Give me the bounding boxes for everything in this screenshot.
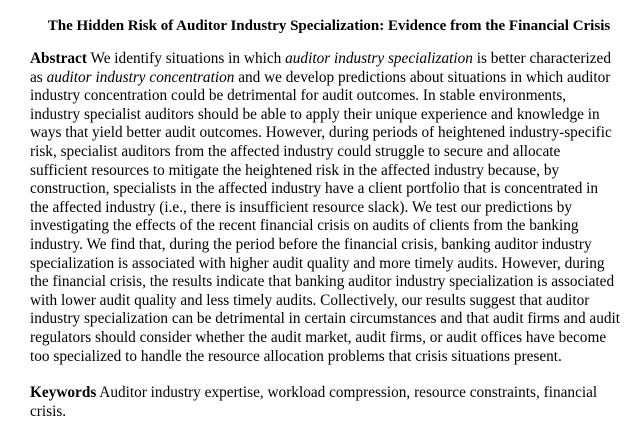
abstract-text-1: We identify situations in which (86, 50, 286, 67)
abstract-paragraph (30, 50, 620, 366)
keywords-paragraph (30, 384, 620, 421)
abstract-italic-specialization: auditor industry specialization (285, 50, 473, 67)
abstract-text-3: and we develop predictions about situations in which auditor industry concentration could be detrimental for audit outcomes. In stable environments, industry specialist auditors should be able to apply their unique experience and knowledge in ways that yield better audit outcomes. However, during periods of heightened industry-specific risk, specialist auditors from the affected industry could struggle to secure and allocate sufficient resources to mitigate the heightened risk in the affected industry because, by construction, specialists in the affected industry have a client portfolio that is concentrated in the affected industry (i.e., there is insufficient resource slack). We test our predictions by investigating the effects of the recent financial crisis on audits of clients from the banking industry. We find that, during the period before the financial crisis, banking auditor industry specialization is associated with higher audit quality and more timely audits. However, during the financial crisis, the results indicate that banking auditor industry specialization is associated with lower audit quality and less timely audits. Collectively, our results suggest that auditor industry specialization can be detrimental in certain circumstances and that audit firms and audit regulators should consider whether the audit market, audit firms, or audit offices have become too specialized to handle the resource allocation problems that crisis situations present. (30, 68, 620, 365)
keywords-label: Keywords (30, 384, 97, 402)
keywords-text: Auditor industry expertise, workload compression, resource constraints, financial crisis. (30, 384, 598, 420)
abstract-label: Abstract (30, 50, 87, 67)
abstract-italic-concentration: auditor industry concentration (46, 68, 235, 86)
paper-title: The Hidden Risk of Auditor Industry Specialization: Evidence from the Financial Crisis (47, 18, 611, 34)
abstract-text-2: is better characterized as (30, 50, 611, 86)
